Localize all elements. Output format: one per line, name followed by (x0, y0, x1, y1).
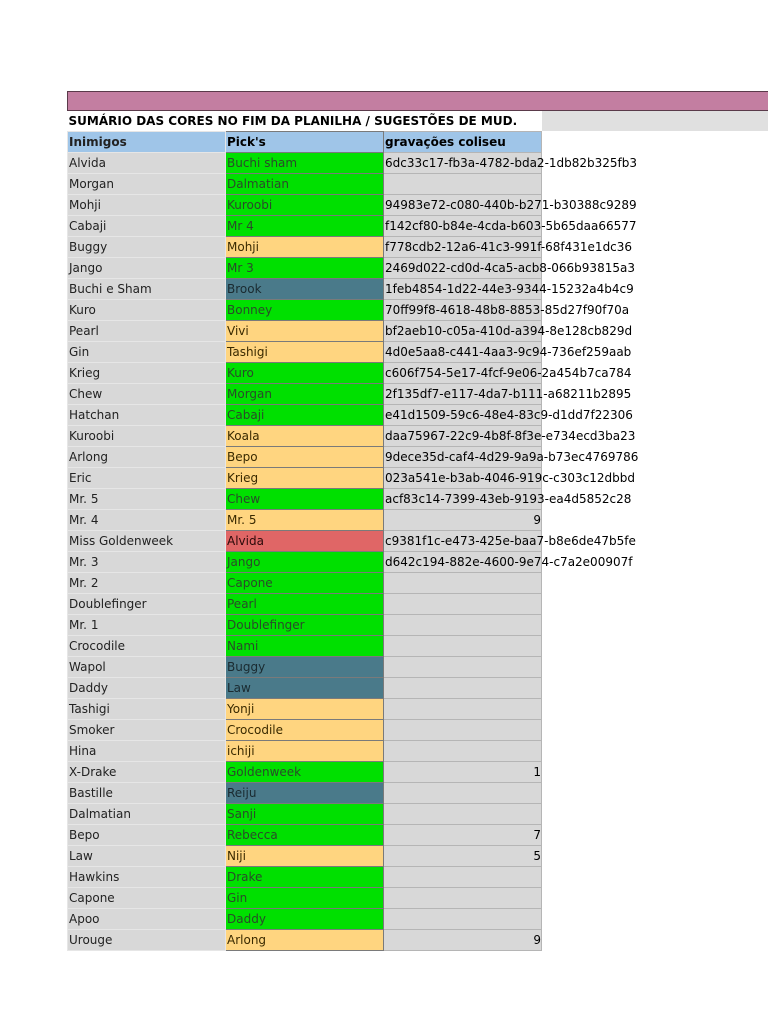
enemy-cell[interactable]: Tashigi (68, 699, 226, 720)
enemy-cell[interactable]: Apoo (68, 909, 226, 930)
recording-cell[interactable] (384, 783, 542, 804)
header-picks[interactable]: Pick's (226, 132, 384, 153)
table-row (68, 510, 542, 531)
enemy-cell[interactable]: Bepo (68, 825, 226, 846)
table-row (68, 195, 542, 216)
pick-cell[interactable]: Alvida (226, 531, 384, 552)
enemy-cell[interactable]: Krieg (68, 363, 226, 384)
gray-header-bar (542, 111, 768, 131)
enemy-cell[interactable]: Arlong (68, 447, 226, 468)
recording-cell[interactable] (384, 657, 542, 678)
recording-cell[interactable]: daa75967-22c9-4b8f-8f3e-e734ecd3ba23 (384, 426, 542, 447)
recording-cell[interactable]: 1feb4854-1d22-44e3-9344-15232a4b4c9 (384, 279, 542, 300)
recording-cell[interactable] (384, 636, 542, 657)
spreadsheet-body (68, 111, 639, 951)
table-row (68, 531, 542, 552)
pick-cell[interactable]: Morgan (226, 384, 384, 405)
recording-cell[interactable] (384, 594, 542, 615)
table-row (68, 447, 542, 468)
pick-cell[interactable]: Tashigi (226, 342, 384, 363)
enemy-cell[interactable]: Cabaji (68, 216, 226, 237)
enemy-cell[interactable]: Kuroobi (68, 426, 226, 447)
table-row (68, 342, 542, 363)
pick-cell[interactable]: Daddy (226, 909, 384, 930)
recording-cell[interactable] (384, 720, 542, 741)
recording-cell[interactable] (384, 867, 542, 888)
table-row (68, 804, 542, 825)
enemy-cell[interactable]: Hawkins (68, 867, 226, 888)
table-row (68, 699, 542, 720)
pick-cell[interactable]: Mohji (226, 237, 384, 258)
pick-cell[interactable]: Koala (226, 426, 384, 447)
enemy-cell[interactable]: Mr. 3 (68, 552, 226, 573)
pick-cell[interactable]: Mr 3 (226, 258, 384, 279)
table-row (68, 678, 542, 699)
header-recordings[interactable]: gravações coliseu (384, 132, 542, 153)
table-row (68, 363, 542, 384)
pick-cell[interactable]: Reiju (226, 783, 384, 804)
enemy-cell[interactable]: Buggy (68, 237, 226, 258)
enemy-cell[interactable]: Jango (68, 258, 226, 279)
pick-cell[interactable]: Pearl (226, 594, 384, 615)
recording-cell[interactable]: f778cdb2-12a6-41c3-991f-68f431e1dc36 (384, 237, 542, 258)
enemy-cell[interactable]: Mr. 2 (68, 573, 226, 594)
recording-cell[interactable] (384, 888, 542, 909)
recording-cell[interactable] (384, 678, 542, 699)
enemy-cell[interactable]: Chew (68, 384, 226, 405)
pick-cell[interactable]: Capone (226, 573, 384, 594)
enemy-cell[interactable]: Smoker (68, 720, 226, 741)
table-row (68, 552, 542, 573)
recording-cell[interactable]: 2f135df7-e117-4da7-b111-a68211b2895 (384, 384, 542, 405)
pick-cell[interactable]: Mr 4 (226, 216, 384, 237)
pick-cell[interactable]: Law (226, 678, 384, 699)
recording-cell[interactable] (384, 699, 542, 720)
enemy-cell[interactable]: Gin (68, 342, 226, 363)
summary-row (68, 111, 542, 132)
pick-cell[interactable]: Doublefinger (226, 615, 384, 636)
pick-cell[interactable]: Goldenweek (226, 762, 384, 783)
pick-cell[interactable]: Niji (226, 846, 384, 867)
table-row (68, 321, 542, 342)
header-row (68, 132, 542, 153)
recording-cell[interactable] (384, 174, 542, 195)
table-row (68, 426, 542, 447)
table-row (68, 762, 542, 783)
pick-cell[interactable]: Gin (226, 888, 384, 909)
recording-cell[interactable]: 5 (384, 846, 542, 867)
enemy-cell[interactable]: Wapol (68, 657, 226, 678)
recording-cell[interactable]: c9381f1c-e473-425e-baa7-b8e6de47b5fe (384, 531, 542, 552)
table-row (68, 279, 542, 300)
pink-header-bar (67, 91, 768, 111)
table-row (68, 657, 542, 678)
pick-cell[interactable]: Nami (226, 636, 384, 657)
pick-cell[interactable]: Rebecca (226, 825, 384, 846)
table-row (68, 573, 542, 594)
enemy-cell[interactable]: Crocodile (68, 636, 226, 657)
pick-cell[interactable]: Brook (226, 279, 384, 300)
recording-cell[interactable]: f142cf80-b84e-4cda-b603-5b65daa66577 (384, 216, 542, 237)
enemy-cell[interactable]: Buchi e Sham (68, 279, 226, 300)
recording-cell[interactable]: e41d1509-59c6-48e4-83c9-d1dd7f22306 (384, 405, 542, 426)
recording-cell[interactable]: 9 (384, 510, 542, 531)
enemy-cell[interactable]: Mohji (68, 195, 226, 216)
recording-cell[interactable]: bf2aeb10-c05a-410d-a394-8e128cb829d (384, 321, 542, 342)
table-row (68, 846, 542, 867)
table-row (68, 258, 542, 279)
table-row (68, 594, 542, 615)
pick-cell[interactable]: Bonney (226, 300, 384, 321)
enemy-cell[interactable]: Pearl (68, 321, 226, 342)
table-row (68, 783, 542, 804)
pick-cell[interactable]: Drake (226, 867, 384, 888)
spreadsheet-table (67, 111, 639, 951)
table-row (68, 867, 542, 888)
table-row (68, 720, 542, 741)
recording-cell[interactable]: 4d0e5aa8-c441-4aa3-9c94-736ef259aab (384, 342, 542, 363)
recording-cell[interactable]: 2469d022-cd0d-4ca5-acb8-066b93815a3 (384, 258, 542, 279)
enemy-cell[interactable]: X-Drake (68, 762, 226, 783)
enemy-cell[interactable]: Daddy (68, 678, 226, 699)
pick-cell[interactable]: Cabaji (226, 405, 384, 426)
recording-cell[interactable]: 9 (384, 930, 542, 951)
table-row (68, 888, 542, 909)
enemy-cell[interactable]: Doublefinger (68, 594, 226, 615)
recording-cell[interactable]: 023a541e-b3ab-4046-919c-c303c12dbbd (384, 468, 542, 489)
pick-cell[interactable]: Yonji (226, 699, 384, 720)
recording-cell[interactable]: 1 (384, 762, 542, 783)
pick-cell[interactable]: Krieg (226, 468, 384, 489)
table-row (68, 615, 542, 636)
header-enemies[interactable]: Inimigos (68, 132, 226, 153)
enemy-cell[interactable]: Hatchan (68, 405, 226, 426)
table-row (68, 300, 542, 321)
pick-cell[interactable]: Kuro (226, 363, 384, 384)
table-row (68, 825, 542, 846)
table-row (68, 636, 542, 657)
recording-cell[interactable]: acf83c14-7399-43eb-9193-ea4d5852c28 (384, 489, 542, 510)
recording-cell[interactable]: 7 (384, 825, 542, 846)
table-row (68, 468, 542, 489)
table-row (68, 909, 542, 930)
table-row (68, 489, 542, 510)
recording-cell[interactable] (384, 741, 542, 762)
enemy-cell[interactable]: Capone (68, 888, 226, 909)
recording-cell[interactable]: 6dc33c17-fb3a-4782-bda2-1db82b325fb3 (384, 153, 542, 174)
enemy-cell[interactable]: Miss Goldenweek (68, 531, 226, 552)
enemy-cell[interactable]: Mr. 4 (68, 510, 226, 531)
table-row (68, 405, 542, 426)
pick-cell[interactable]: Sanji (226, 804, 384, 825)
recording-cell[interactable] (384, 615, 542, 636)
recording-cell[interactable] (384, 573, 542, 594)
enemy-cell[interactable]: Morgan (68, 174, 226, 195)
table-row (68, 237, 542, 258)
recording-cell[interactable]: d642c194-882e-4600-9e74-c7a2e00907f (384, 552, 542, 573)
pick-cell[interactable]: Mr. 5 (226, 510, 384, 531)
pick-cell[interactable]: Dalmatian (226, 174, 384, 195)
recording-cell[interactable]: c606f754-5e17-4fcf-9e06-2a454b7ca784 (384, 363, 542, 384)
enemy-cell[interactable]: Eric (68, 468, 226, 489)
pick-cell[interactable]: Arlong (226, 930, 384, 951)
enemy-cell[interactable]: Urouge (68, 930, 226, 951)
recording-cell[interactable] (384, 804, 542, 825)
table-row (68, 930, 542, 951)
pick-cell[interactable]: Kuroobi (226, 195, 384, 216)
table-row (68, 384, 542, 405)
pick-cell[interactable]: Bepo (226, 447, 384, 468)
enemy-cell[interactable]: Law (68, 846, 226, 867)
pick-cell[interactable]: Buchi sham (226, 153, 384, 174)
enemy-cell[interactable]: Mr. 1 (68, 615, 226, 636)
recording-cell[interactable]: 9dece35d-caf4-4d29-9a9a-b73ec4769786 (384, 447, 542, 468)
table-row (68, 174, 542, 195)
enemy-cell[interactable]: Alvida (68, 153, 226, 174)
summary-cell[interactable]: SUMÁRIO DAS CORES NO FIM DA PLANILHA / SUGESTÕES DE MUD. (68, 111, 542, 132)
table-row (68, 153, 542, 174)
table-row (68, 741, 542, 762)
pick-cell[interactable]: Vivi (226, 321, 384, 342)
enemy-cell[interactable]: Mr. 5 (68, 489, 226, 510)
enemy-cell[interactable]: Hina (68, 741, 226, 762)
table-row (68, 216, 542, 237)
pick-cell[interactable]: Crocodile (226, 720, 384, 741)
recording-cell[interactable] (384, 909, 542, 930)
recording-cell[interactable]: 94983e72-c080-440b-b271-b30388c9289 (384, 195, 542, 216)
recording-cell[interactable]: 70ff99f8-4618-48b8-8853-85d27f90f70a (384, 300, 542, 321)
enemy-cell[interactable]: Bastille (68, 783, 226, 804)
enemy-cell[interactable]: Dalmatian (68, 804, 226, 825)
pick-cell[interactable]: Chew (226, 489, 384, 510)
pick-cell[interactable]: Jango (226, 552, 384, 573)
pick-cell[interactable]: Buggy (226, 657, 384, 678)
pick-cell[interactable]: ichiji (226, 741, 384, 762)
enemy-cell[interactable]: Kuro (68, 300, 226, 321)
